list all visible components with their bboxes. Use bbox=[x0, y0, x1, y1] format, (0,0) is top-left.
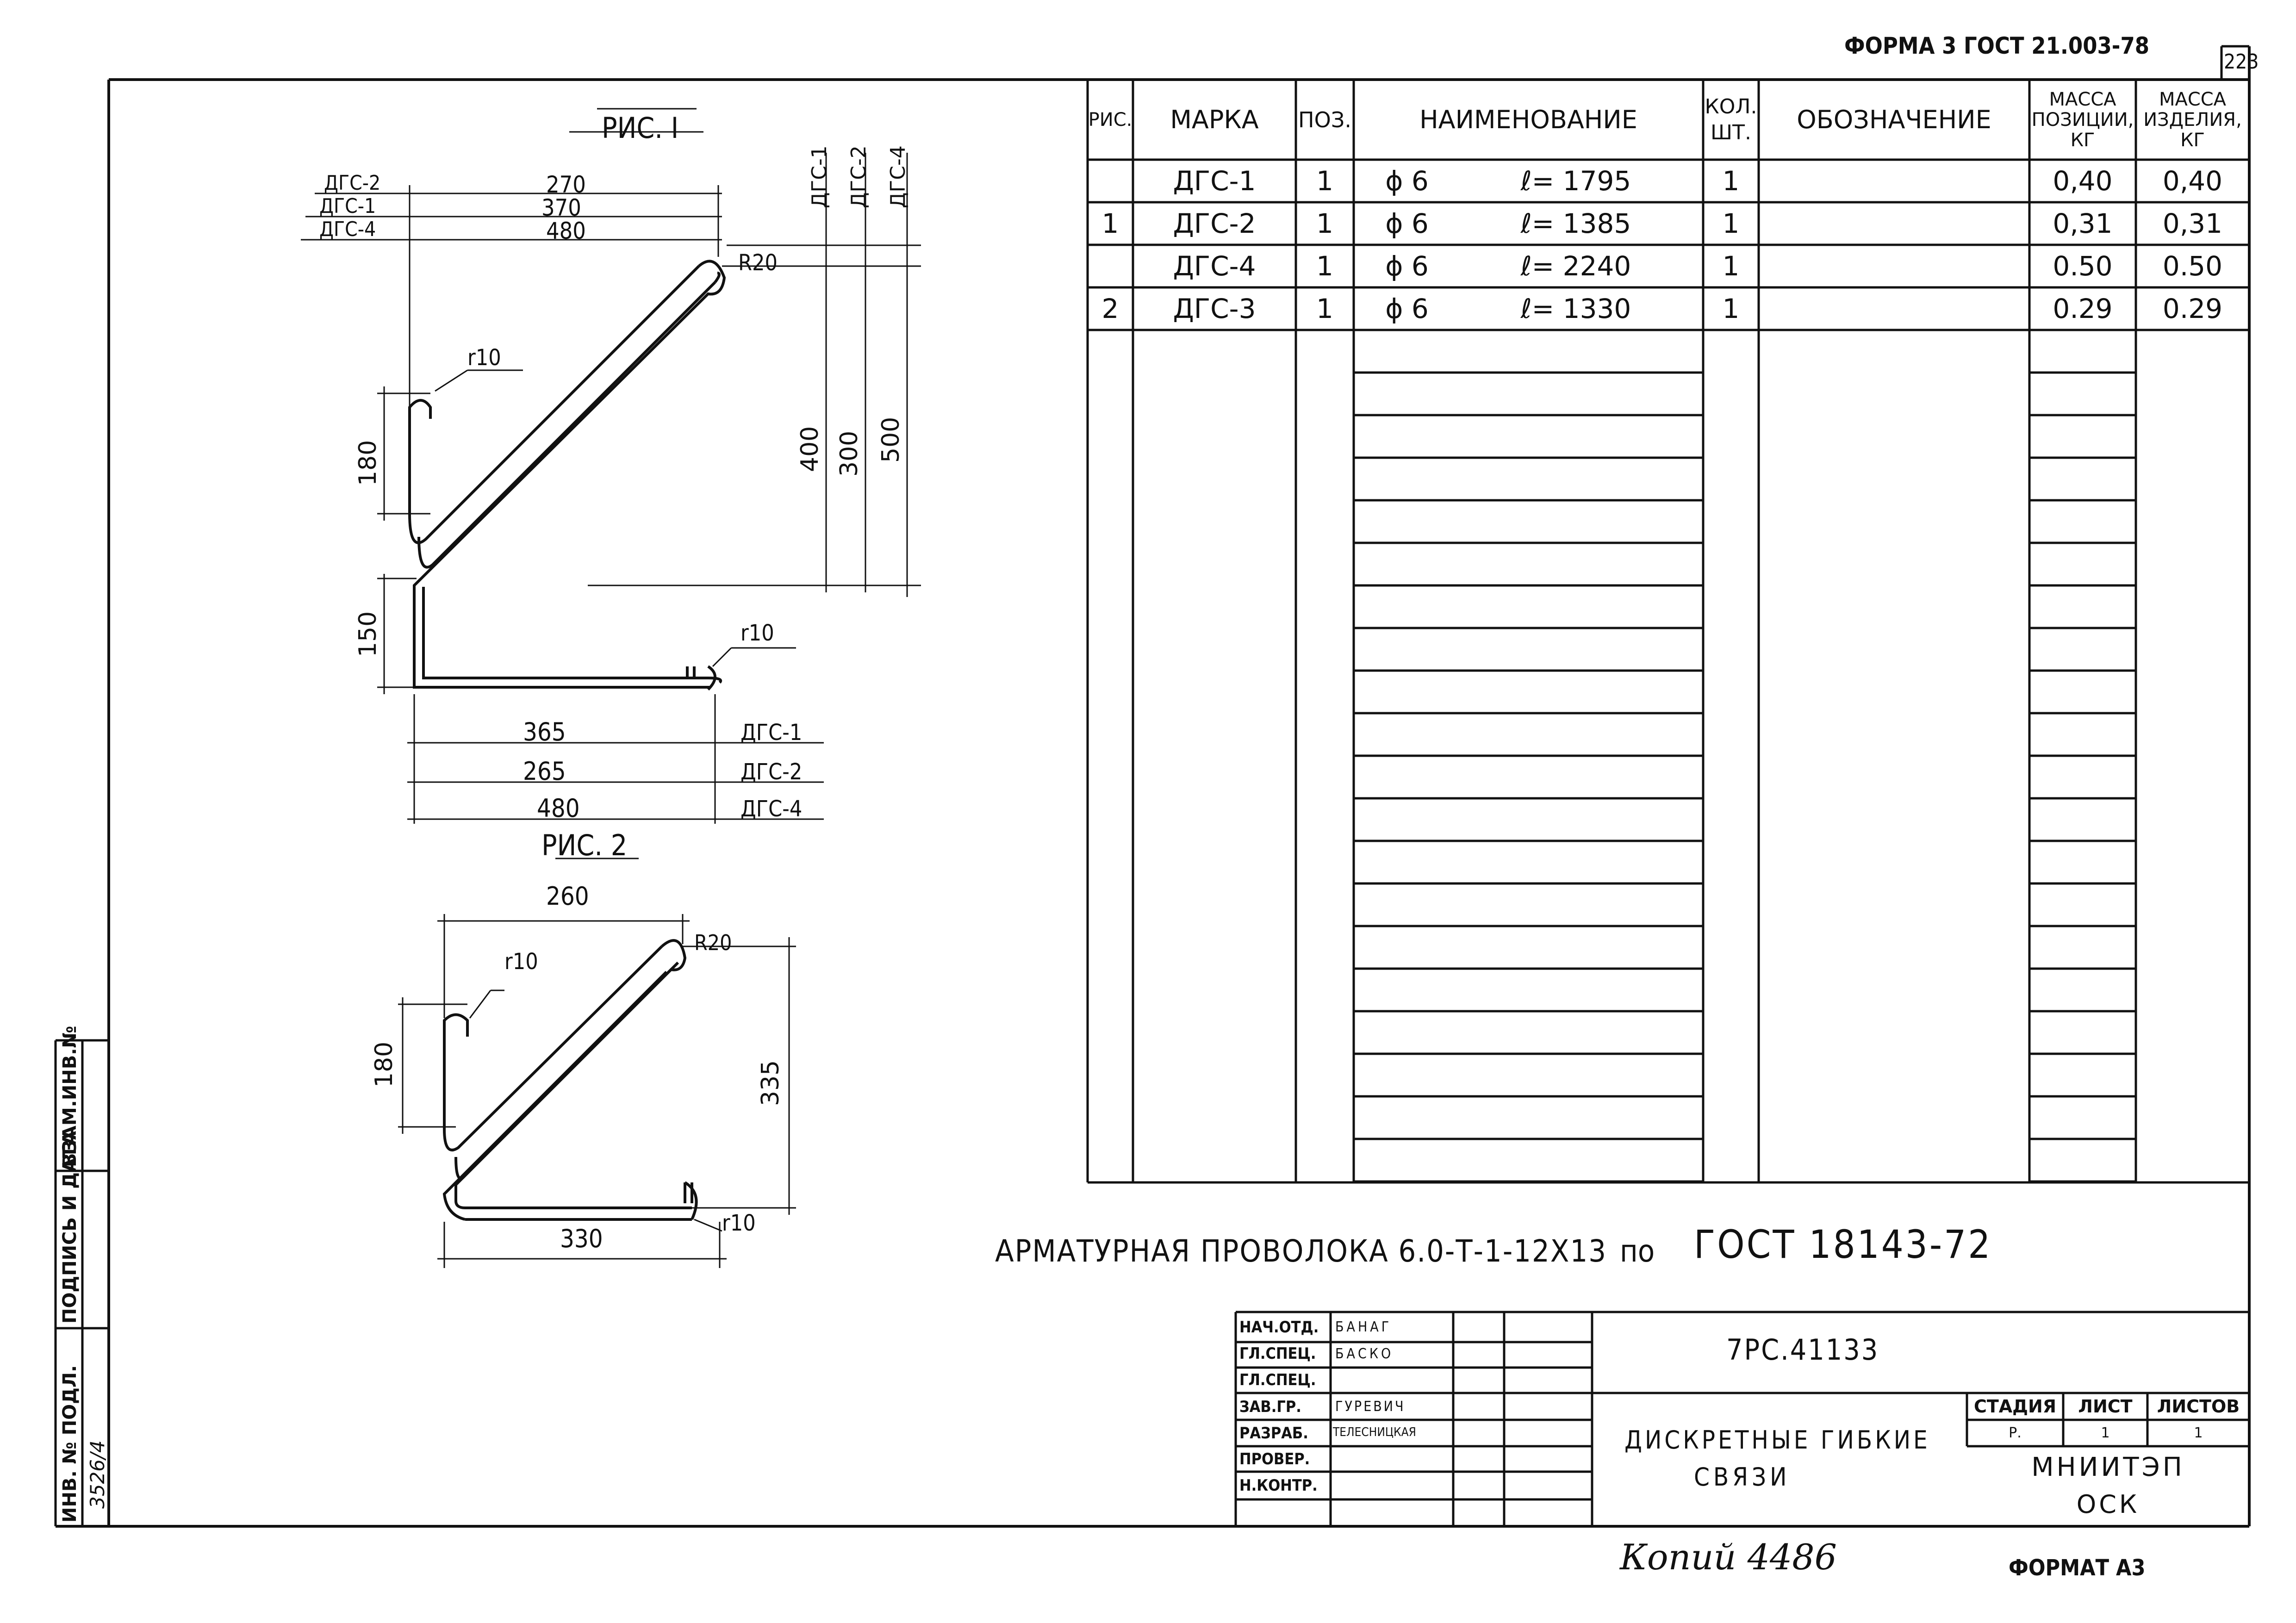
side-replaced-inv: ВЗАМ.ИНВ.№ bbox=[59, 1026, 81, 1167]
fig2-radius-top: R20 bbox=[694, 930, 732, 955]
col-header-name: НАИМЕНОВАНИЕ bbox=[1419, 105, 1637, 134]
row4-mass-item: 0.29 bbox=[2162, 293, 2223, 324]
col-header-fig: РИС. bbox=[1088, 109, 1132, 131]
tb-name-5: ТЕЛЕСНИЦКАЯ bbox=[1333, 1425, 1416, 1439]
row4-pos: 1 bbox=[1316, 293, 1333, 324]
fig1-bottom-value-3: 480 bbox=[537, 794, 580, 823]
col-header-designation: ОБОЗНАЧЕНИЕ bbox=[1797, 105, 1991, 134]
fig1-top-label-2: ДГС-1 bbox=[319, 194, 376, 218]
figure2-title: РИС. 2 bbox=[541, 828, 628, 862]
copy-note: Копий 4486 bbox=[1620, 1536, 1837, 1578]
fig1-left-dim-180: 180 bbox=[354, 440, 382, 486]
fig1-bottom-label-2: ДГС-2 bbox=[740, 759, 803, 785]
fig1-top-value-3: 480 bbox=[546, 218, 586, 244]
fig1-right-label-2: ДГС-2 bbox=[847, 145, 871, 208]
col-header-mark: МАРКА bbox=[1170, 105, 1259, 134]
format-label: ФОРМАТ А3 bbox=[2009, 1555, 2146, 1581]
fig2-left-dim: 180 bbox=[370, 1041, 398, 1088]
fig1-top-value-2: 370 bbox=[541, 194, 581, 221]
side-inv-orig: ИНВ. № ПОДЛ. bbox=[59, 1365, 81, 1523]
stage-label: СТАДИЯ bbox=[1973, 1396, 2057, 1417]
tb-role-4: ЗАВ.ГР. bbox=[1239, 1398, 1301, 1416]
fig1-top-value-1: 270 bbox=[546, 171, 586, 198]
row1-len: ℓ= 1795 bbox=[1520, 165, 1631, 197]
fig1-bottom-value-2: 265 bbox=[523, 757, 566, 786]
tb-name-1: БАНАГ bbox=[1335, 1319, 1392, 1335]
stage-value: Р. bbox=[2009, 1425, 2022, 1441]
side-inv-orig-value: 3526/4 bbox=[86, 1440, 109, 1509]
fig1-left-dim-150: 150 bbox=[354, 611, 382, 657]
tb-role-6: ПРОВЕР. bbox=[1239, 1450, 1310, 1468]
fig2-bottom-dim: 330 bbox=[560, 1224, 603, 1253]
row1-mark: ДГС-1 bbox=[1173, 165, 1256, 197]
row2-pos: 1 bbox=[1316, 208, 1333, 239]
row3-mass-pos: 0.50 bbox=[2053, 250, 2113, 282]
row4-mass-pos: 0.29 bbox=[2053, 293, 2113, 324]
row4-mark: ДГС-3 bbox=[1173, 293, 1256, 324]
fig1-top-label-1: ДГС-2 bbox=[324, 171, 381, 195]
row4-fig: 2 bbox=[1101, 293, 1119, 324]
row2-fig: 1 bbox=[1101, 208, 1119, 239]
row3-mass-item: 0.50 bbox=[2162, 250, 2223, 282]
tb-name-4: ГУРЕВИЧ bbox=[1335, 1399, 1406, 1415]
org-line-2: ОСК bbox=[2076, 1489, 2140, 1519]
fig1-radius-hook1: r10 bbox=[467, 345, 501, 371]
row2-mark: ДГС-2 bbox=[1173, 208, 1256, 239]
row3-len: ℓ= 2240 bbox=[1520, 250, 1631, 282]
sheet-code: 223 bbox=[2224, 50, 2259, 74]
doc-title-2: СВЯЗИ bbox=[1694, 1462, 1791, 1492]
fig1-radius-top: R20 bbox=[738, 250, 778, 276]
fig1-bottom-label-1: ДГС-1 bbox=[740, 720, 803, 746]
doc-title-1: ДИСКРЕТНЫЕ ГИБКИЕ bbox=[1624, 1425, 1930, 1455]
material-by: по bbox=[1620, 1233, 1655, 1269]
fig1-top-label-3: ДГС-4 bbox=[319, 218, 376, 241]
fig1-right-label-3: ДГС-4 bbox=[886, 145, 910, 208]
tb-role-1: НАЧ.ОТД. bbox=[1239, 1318, 1319, 1337]
fig1-right-dim-300: 300 bbox=[835, 430, 863, 477]
col-header-mass-item: МАССА ИЗДЕЛИЯ, КГ bbox=[2143, 88, 2242, 151]
fig2-radius-hook2: r10 bbox=[722, 1210, 756, 1236]
row1-pos: 1 bbox=[1316, 165, 1333, 197]
material-standard: ГОСТ 18143-72 bbox=[1694, 1222, 1992, 1267]
tb-role-5: РАЗРАБ. bbox=[1239, 1424, 1308, 1443]
doc-code: 7РС.41133 bbox=[1726, 1333, 1879, 1367]
row2-mass-pos: 0,31 bbox=[2053, 208, 2113, 239]
tb-name-2: БАСКО bbox=[1335, 1346, 1394, 1362]
row1-dia: ϕ 6 bbox=[1385, 165, 1429, 197]
row3-dia: ϕ 6 bbox=[1385, 250, 1429, 282]
tb-role-3: ГЛ.СПЕЦ. bbox=[1239, 1371, 1316, 1389]
row3-mark: ДГС-4 bbox=[1173, 250, 1256, 282]
row4-dia: ϕ 6 bbox=[1385, 293, 1429, 324]
sheets-label: ЛИСТОВ bbox=[2157, 1396, 2240, 1417]
row3-qty: 1 bbox=[1722, 250, 1740, 282]
row2-qty: 1 bbox=[1722, 208, 1740, 239]
fig1-right-dim-500: 500 bbox=[877, 417, 905, 463]
row1-mass-pos: 0,40 bbox=[2053, 165, 2113, 197]
row2-mass-item: 0,31 bbox=[2162, 208, 2223, 239]
org-line-1: МНИИТЭП bbox=[2031, 1452, 2185, 1482]
sheets-value: 1 bbox=[2194, 1425, 2203, 1441]
col-header-mass-pos: МАССА ПОЗИЦИИ, КГ bbox=[2031, 88, 2134, 151]
fig2-top-dim: 260 bbox=[546, 882, 589, 911]
fig1-right-dim-400: 400 bbox=[796, 426, 824, 472]
fig1-radius-hook2: r10 bbox=[740, 620, 774, 646]
row1-qty: 1 bbox=[1722, 165, 1740, 197]
figure1-title: РИС. I bbox=[602, 111, 679, 145]
row1-mass-item: 0,40 bbox=[2162, 165, 2223, 197]
side-signature-date: ПОДПИСЬ И ДАТА bbox=[59, 1131, 81, 1324]
tb-role-2: ГЛ.СПЕЦ. bbox=[1239, 1344, 1316, 1363]
tb-role-7: Н.КОНТР. bbox=[1239, 1476, 1318, 1495]
material-note: АРМАТУРНАЯ ПРОВОЛОКА 6.0-Т-1-12Х13 bbox=[995, 1233, 1607, 1269]
fig2-radius-hook1: r10 bbox=[504, 949, 538, 975]
fig1-bottom-label-3: ДГС-4 bbox=[740, 796, 803, 822]
row3-pos: 1 bbox=[1316, 250, 1333, 282]
form-note: ФОРМА 3 ГОСТ 21.003-78 bbox=[1844, 32, 2150, 59]
row2-len: ℓ= 1385 bbox=[1520, 208, 1631, 239]
fig1-bottom-value-1: 365 bbox=[523, 717, 566, 746]
col-header-pos: ПОЗ. bbox=[1298, 107, 1351, 132]
sheet-label: ЛИСТ bbox=[2078, 1396, 2133, 1417]
col-header-qty: КОЛ. ШТ. bbox=[1705, 94, 1757, 144]
row2-dia: ϕ 6 bbox=[1385, 208, 1429, 239]
fig1-right-label-1: ДГС-1 bbox=[808, 145, 831, 208]
fig2-right-dim: 335 bbox=[757, 1060, 784, 1106]
row4-qty: 1 bbox=[1722, 293, 1740, 324]
sheet-value: 1 bbox=[2101, 1425, 2110, 1441]
row4-len: ℓ= 1330 bbox=[1520, 293, 1631, 324]
